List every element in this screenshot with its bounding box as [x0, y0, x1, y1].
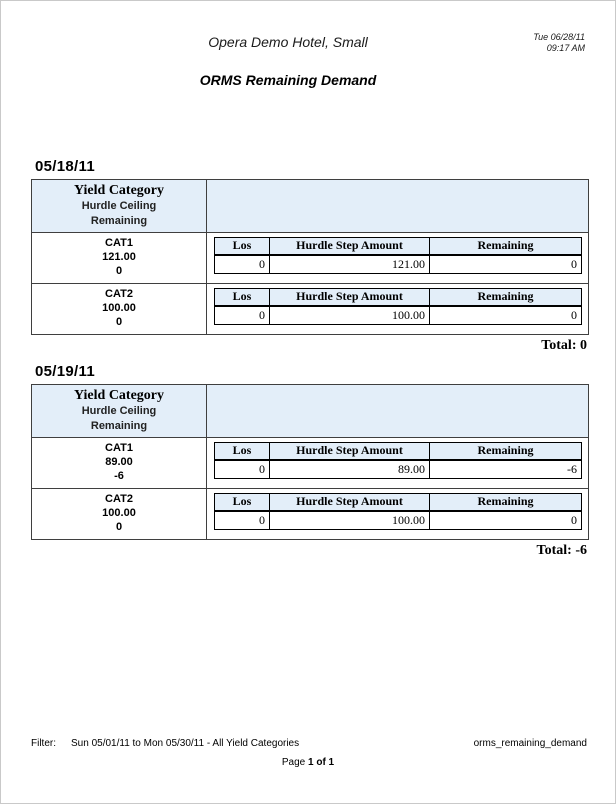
filter-value: Sun 05/01/11 to Mon 05/30/11 - All Yield Categories — [71, 738, 300, 749]
hurdle-step-amount-value: 100.00 — [270, 307, 430, 324]
los-value: 0 — [215, 307, 270, 324]
yield-category-header-cell — [32, 385, 207, 437]
step-table-data-row — [215, 461, 581, 478]
remaining-column-header: Remaining — [477, 238, 534, 252]
remaining-column-header: Remaining — [477, 443, 534, 457]
hurdle-step-amount-value: 100.00 — [270, 512, 430, 529]
remaining-value: 0 — [115, 265, 123, 277]
los-column-header: Los — [215, 238, 270, 254]
report-header — [1, 1, 615, 158]
category-name: CAT2 — [105, 493, 133, 505]
table-header-row — [32, 385, 588, 438]
total-label: Total: — [541, 338, 577, 353]
step-table-data-row — [215, 256, 581, 273]
step-table-header — [215, 443, 581, 461]
remaining-value: -6 — [114, 470, 124, 482]
yield-category-label: Yield Category — [73, 183, 165, 198]
los-column-header: Los — [215, 494, 270, 510]
date-section-2 — [1, 363, 615, 559]
remaining-value: 0 — [115, 316, 123, 328]
remaining-value: 0 — [115, 521, 123, 533]
category-summary-cell — [32, 284, 207, 334]
hurdle-ceiling-value: 100.00 — [102, 507, 136, 519]
remaining-column-header: Remaining — [477, 494, 534, 508]
remaining-label: Remaining — [90, 420, 148, 432]
category-row — [32, 284, 588, 334]
category-detail-cell — [207, 438, 588, 488]
remaining-column-header: Remaining — [477, 289, 534, 303]
page-label: Page — [281, 757, 306, 768]
category-name: CAT2 — [105, 288, 133, 300]
hotel-name: Opera Demo Hotel, Small — [208, 34, 368, 50]
step-table — [214, 237, 582, 274]
hurdle-ceiling-value: 121.00 — [102, 251, 136, 263]
header-spacer-cell — [207, 180, 588, 232]
hurdle-step-amount-value: 121.00 — [270, 256, 430, 273]
category-row — [32, 489, 588, 539]
hurdle-step-amount-column-header: Hurdle Step Amount — [270, 238, 430, 254]
hurdle-step-amount-value: 89.00 — [270, 461, 430, 478]
step-table — [214, 493, 582, 530]
hurdle-ceiling-value: 89.00 — [105, 456, 133, 468]
category-detail-cell — [207, 233, 588, 283]
section-date: 05/19/11 — [35, 363, 95, 380]
section-total — [1, 338, 587, 354]
hurdle-step-amount-column-header: Hurdle Step Amount — [270, 494, 430, 510]
report-footer — [1, 738, 615, 768]
hurdle-ceiling-label: Hurdle Ceiling — [81, 405, 157, 417]
hurdle-step-amount-column-header: Hurdle Step Amount — [270, 443, 430, 459]
filter-label: Filter: — [31, 738, 56, 749]
step-table-header — [215, 289, 581, 307]
print-datetime — [533, 32, 585, 54]
category-summary-cell — [32, 233, 207, 283]
print-time: 09:17 AM — [546, 43, 585, 53]
category-summary-cell — [32, 489, 207, 539]
demand-table — [31, 384, 589, 540]
step-remaining-value: -6 — [567, 462, 577, 476]
header-spacer-cell — [207, 385, 588, 437]
step-table-header — [215, 494, 581, 512]
section-total — [1, 543, 587, 559]
category-name: CAT1 — [105, 442, 133, 454]
step-remaining-value: 0 — [571, 513, 577, 527]
yield-category-header-cell — [32, 180, 207, 232]
hurdle-ceiling-label: Hurdle Ceiling — [81, 200, 157, 212]
page-number-line — [1, 757, 615, 768]
category-row — [32, 438, 588, 489]
demand-table — [31, 179, 589, 335]
step-remaining-value: 0 — [571, 308, 577, 322]
remaining-label: Remaining — [90, 215, 148, 227]
step-table — [214, 442, 582, 479]
total-value: -6 — [575, 543, 587, 558]
total-label: Total: — [536, 543, 572, 558]
step-table-header — [215, 238, 581, 256]
category-name: CAT1 — [105, 237, 133, 249]
total-value: 0 — [580, 338, 587, 353]
report-filename: orms_remaining_demand — [473, 738, 587, 749]
print-date: Tue 06/28/11 — [533, 32, 585, 42]
los-value: 0 — [215, 256, 270, 273]
category-row — [32, 233, 588, 284]
los-column-header: Los — [215, 443, 270, 459]
step-table-data-row — [215, 512, 581, 529]
step-table — [214, 288, 582, 325]
date-section-1 — [1, 158, 615, 354]
category-summary-cell — [32, 438, 207, 488]
table-header-row — [32, 180, 588, 233]
filter-line — [1, 738, 615, 749]
step-table-data-row — [215, 307, 581, 324]
los-value: 0 — [215, 461, 270, 478]
step-remaining-value: 0 — [571, 257, 577, 271]
page-number: 1 of 1 — [308, 757, 335, 768]
los-column-header: Los — [215, 289, 270, 305]
los-value: 0 — [215, 512, 270, 529]
hurdle-ceiling-value: 100.00 — [102, 302, 136, 314]
category-detail-cell — [207, 489, 588, 539]
report-title: ORMS Remaining Demand — [199, 72, 377, 88]
yield-category-label: Yield Category — [73, 388, 165, 403]
section-date: 05/18/11 — [35, 158, 95, 175]
hurdle-step-amount-column-header: Hurdle Step Amount — [270, 289, 430, 305]
category-detail-cell — [207, 284, 588, 334]
